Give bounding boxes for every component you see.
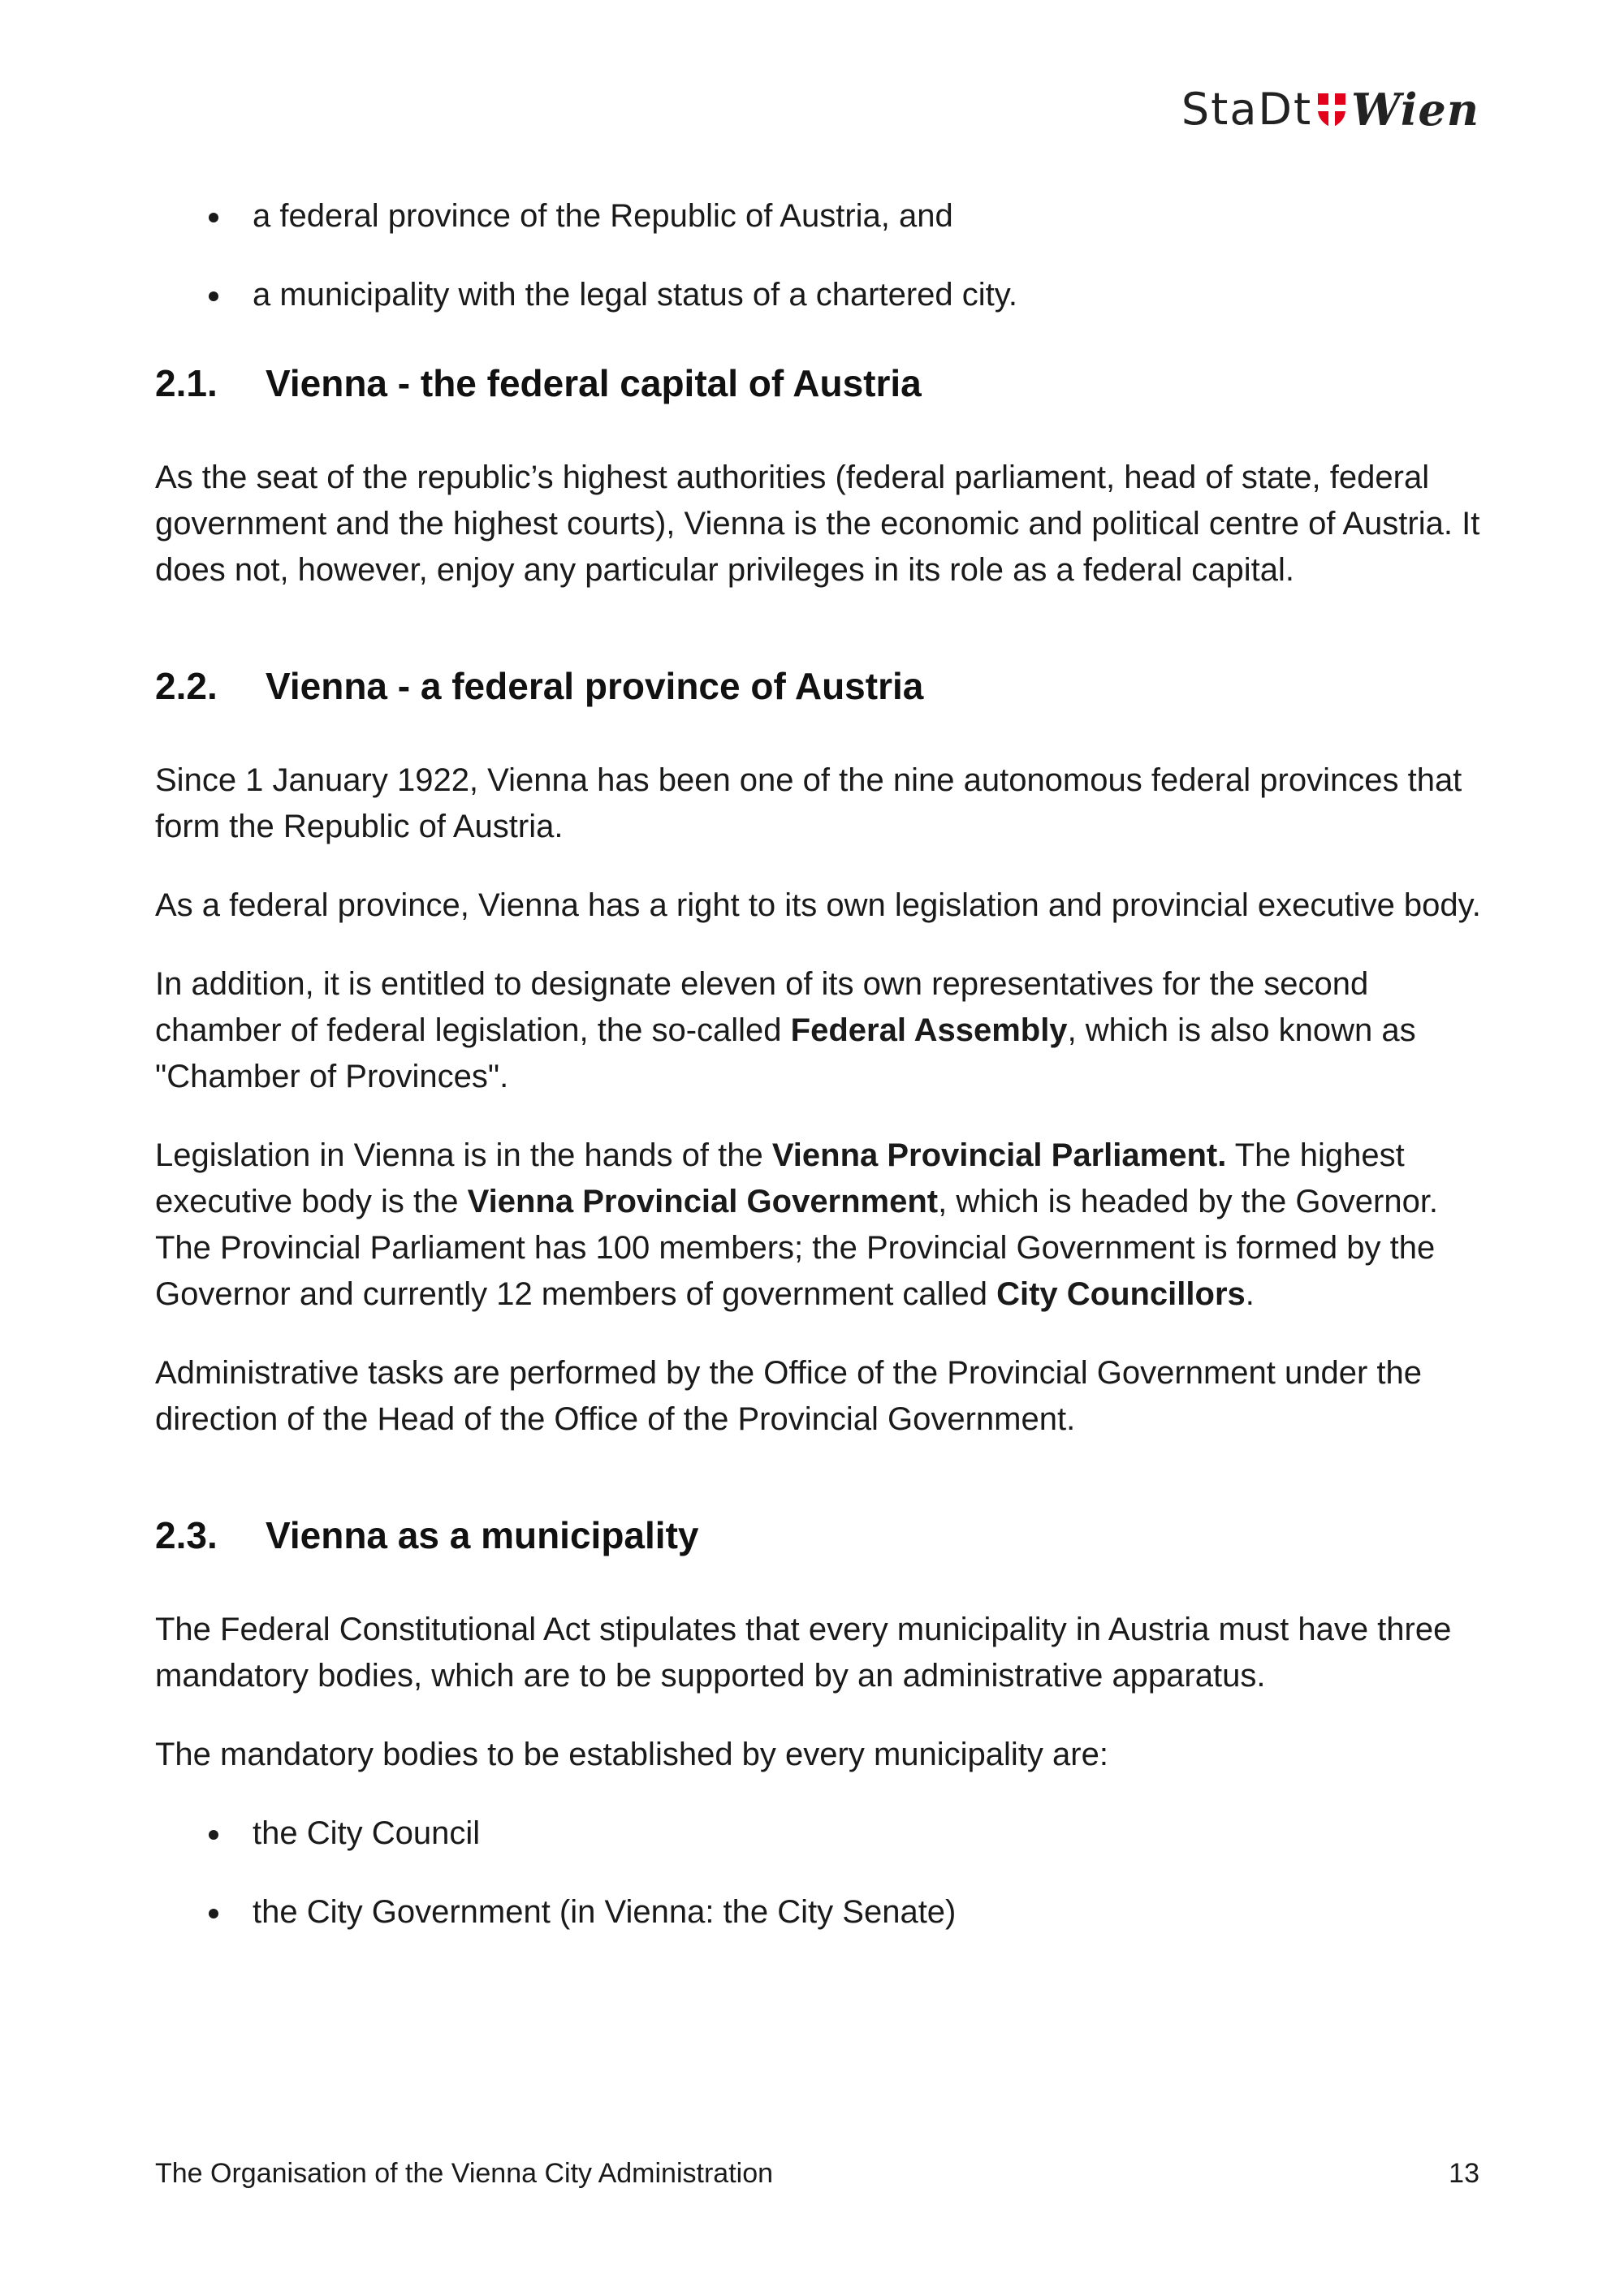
- stadt-wien-logo: [1181, 84, 1479, 136]
- logo-text-wien: Wien: [1351, 84, 1479, 136]
- paragraph: Since 1 January 1922, Vienna has been one of the nine autonomous federal provinces that form the Republic of Austria.: [155, 762, 1462, 844]
- provincial-government-term: Vienna Provincial Government: [467, 1184, 939, 1219]
- vienna-coat-of-arms-icon: [1315, 90, 1348, 129]
- page-footer: [155, 2156, 1479, 2191]
- section-number: 2.2.: [155, 665, 218, 707]
- bullet-icon: [209, 1909, 218, 1918]
- section-title: Vienna - the federal capital of Austria: [266, 362, 922, 404]
- paragraph: Legislation in Vienna is in the hands of the Vienna Provincial Parliament. The highest executive body is the Vienna Provincial Government, which is headed by the Governor. The Provincial Parliament has 100 members; the Provincial Government is formed by the Governor and currently 12 members of government called City Councillors.: [155, 1137, 1439, 1312]
- section-heading-2-1: [155, 359, 1487, 408]
- bullet-icon: [209, 1830, 218, 1840]
- provincial-parliament-term: Vienna Provincial Parliament.: [771, 1137, 1227, 1173]
- list-item: a municipality with the legal status of a chartered city.: [155, 272, 1487, 318]
- paragraph: Administrative tasks are performed by the Office of the Provincial Government under the direction of the Head of the Office of the Provincial Government.: [155, 1355, 1422, 1437]
- paragraph: The mandatory bodies to be established by every municipality are:: [155, 1737, 1108, 1772]
- section-title: Vienna - a federal province of Austria: [266, 665, 924, 707]
- section-heading-2-2: [155, 662, 1487, 710]
- intro-bullet-list: [155, 193, 1487, 318]
- section-number: 2.1.: [155, 362, 218, 404]
- paragraph: In addition, it is entitled to designate eleven of its own representatives for the second chamber of federal legislation, the so-called Federal Assembly, which is also known as "Chamber of Provinces".: [155, 966, 1416, 1094]
- list-item: the City Council: [155, 1810, 1487, 1857]
- paragraph: The Federal Constitutional Act stipulates that every municipality in Austria must have three mandatory bodies, which are to be supported by an administrative apparatus.: [155, 1612, 1452, 1694]
- paragraph: As a federal province, Vienna has a right to its own legislation and provincial executive body.: [155, 887, 1481, 923]
- city-councillors-term: City Councillors: [996, 1276, 1246, 1312]
- list-item: the City Government (in Vienna: the City Senate): [155, 1889, 1487, 1936]
- logo-text-stadt: StaDt: [1181, 84, 1313, 135]
- mandatory-bodies-list: [155, 1810, 1487, 1936]
- page-number: 13: [1449, 2158, 1479, 2189]
- bullet-icon: [209, 213, 218, 222]
- section-heading-2-3: [155, 1511, 1487, 1560]
- federal-assembly-term: Federal Assembly: [790, 1012, 1068, 1048]
- list-item: a federal province of the Republic of Austria, and: [155, 193, 1487, 240]
- footer-title: The Organisation of the Vienna City Administration: [155, 2158, 774, 2189]
- bullet-icon: [209, 291, 218, 301]
- page-content: [155, 193, 1487, 1968]
- section-number: 2.3.: [155, 1514, 218, 1556]
- section-title: Vienna as a municipality: [266, 1514, 699, 1556]
- paragraph: As the seat of the republic’s highest authorities (federal parliament, head of state, federal government and the highest courts), Vienna is the economic and political centre of Austria. It does not, however, enjoy any particular privileges in its role as a federal capital.: [155, 460, 1480, 588]
